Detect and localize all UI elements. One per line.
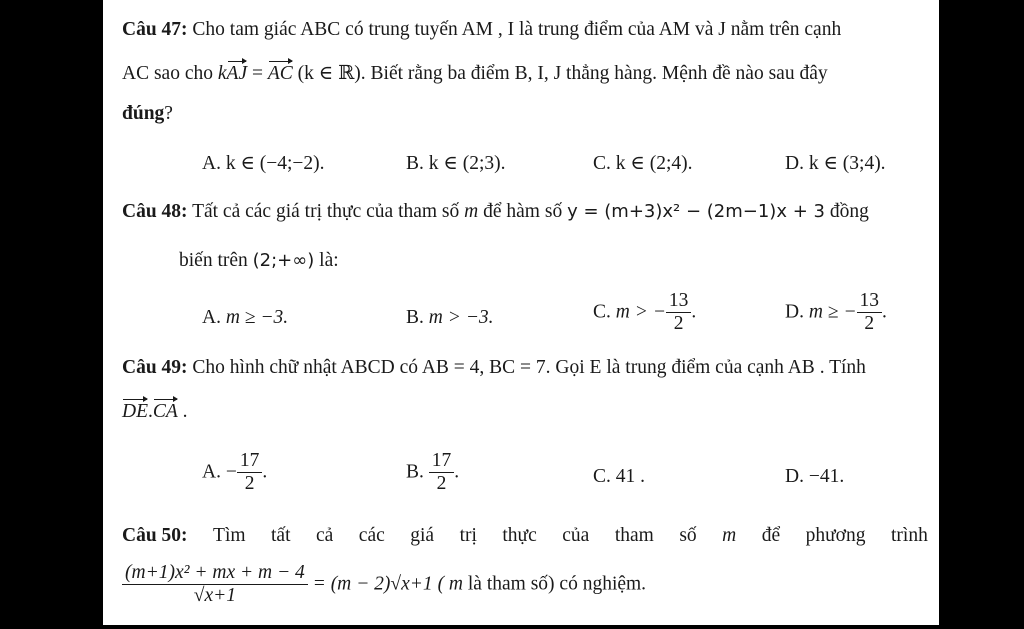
q48-option-c-post: . — [691, 301, 697, 323]
q48-option-c-fraction — [666, 290, 692, 336]
q48-label: Câu 48: — [122, 201, 188, 222]
q47-option-d-text: k ∈ (3;4). — [808, 153, 886, 174]
q47-label: Câu 47: — [122, 19, 188, 40]
q49-option-a-num: 17 — [237, 450, 263, 473]
q47-line-1 — [122, 18, 841, 42]
q50-word: cả — [316, 525, 334, 546]
q48-option-d-pre: m ≥ − — [808, 301, 857, 323]
q48-option-c-letter: C. — [593, 301, 611, 323]
q49-option-d-letter: D. — [785, 466, 804, 487]
q49-vector-de: DE — [122, 398, 148, 424]
q48-option-d-num: 13 — [857, 290, 883, 313]
q50-word: m — [722, 525, 737, 546]
q47-option-d-letter: D. — [785, 153, 804, 174]
q48-option-c-pre: m > − — [615, 301, 666, 323]
q49-vector-ca: CA — [153, 398, 178, 424]
q48-option-a-text: m ≥ −3. — [225, 307, 289, 328]
q50-word: giá — [410, 525, 435, 546]
q47-option-b-text: k ∈ (2;3). — [428, 153, 506, 174]
q50-word: phương — [805, 525, 866, 546]
q48-text-2b: là: — [319, 250, 339, 271]
q48-option-d — [785, 290, 887, 336]
q47-option-c — [593, 152, 692, 176]
q47-option-c-text: k ∈ (2;4). — [615, 153, 693, 174]
q48-line-2 — [179, 249, 339, 273]
q49-option-c-letter: C. — [593, 466, 611, 487]
q49-option-b-letter: B. — [406, 461, 424, 483]
q50-equation-denominator: √x+1 — [193, 585, 237, 607]
q49-option-c — [593, 465, 645, 489]
q49-option-b-fraction — [429, 450, 455, 496]
q49-option-a-pre: − — [225, 461, 237, 483]
q49-option-a-post: . — [262, 461, 268, 483]
q47-option-c-letter: C. — [593, 153, 611, 174]
q49-option-a-letter: A. — [202, 461, 221, 483]
q48-option-c-den: 2 — [673, 313, 684, 335]
q50-equation-rhs: = (m − 2)√x+1 — [312, 573, 433, 595]
q48-option-d-den: 2 — [864, 313, 875, 335]
q49-option-d-text: −41. — [808, 466, 845, 487]
q50-word: Tìm — [213, 525, 246, 546]
q50-tail-m: ( m — [437, 573, 464, 595]
q48-text-1b: để hàm số — [483, 201, 563, 222]
q48-option-b — [406, 306, 494, 330]
q50-word: thực — [502, 525, 537, 546]
q49-option-c-text: 41 . — [615, 466, 646, 487]
q50-word: số — [679, 525, 697, 546]
q48-text-2a: biến trên — [179, 250, 248, 271]
q50-word: để — [761, 525, 781, 546]
q50-word: trị — [459, 525, 477, 546]
q49-option-d — [785, 465, 844, 489]
q48-option-c-num: 13 — [666, 290, 692, 313]
q49-option-a — [202, 450, 267, 496]
q48-line-1 — [122, 200, 869, 224]
q47-text-3: đúng — [122, 103, 165, 124]
q50-equation-numerator: (m+1)x² + mx + m − 4 — [122, 562, 308, 585]
q47-option-d — [785, 152, 886, 176]
q50-line-1 — [122, 524, 928, 548]
q47-option-b — [406, 152, 505, 176]
q50-label: Câu 50: — [122, 525, 188, 546]
q49-label: Câu 49: — [122, 357, 188, 378]
q50-word: trình — [890, 525, 928, 546]
q50-word: của — [562, 525, 590, 546]
q49-option-b-post: . — [454, 461, 460, 483]
q47-vector-ac: AC — [268, 60, 293, 86]
q47-line-3 — [122, 102, 173, 126]
q48-formula: y = (m+3)x² − (2m−1)x + 3 — [567, 201, 825, 222]
q49-option-a-fraction — [237, 450, 263, 496]
q49-option-b — [406, 450, 459, 496]
q48-option-b-text: m > −3. — [428, 307, 494, 328]
q47-option-a — [202, 152, 325, 176]
q47-equals: = — [251, 63, 263, 84]
q47-condition: (k ∈ ℝ) — [297, 63, 361, 84]
q49-option-b-num: 17 — [429, 450, 455, 473]
q48-option-a — [202, 306, 288, 330]
q48-option-d-post: . — [882, 301, 887, 323]
q48-option-c — [593, 290, 696, 336]
q50-word: các — [358, 525, 385, 546]
q49-line-2 — [122, 398, 188, 424]
q47-text-2a: AC sao cho — [122, 63, 213, 84]
q49-text-1: Cho hình chữ nhật ABCD có AB = 4, BC = 7. Gọi E là trung điểm của cạnh AB . Tính — [192, 357, 866, 378]
q48-option-a-letter: A. — [202, 307, 221, 328]
q47-text-3q: ? — [164, 103, 173, 124]
q47-vector-aj: AJ — [227, 60, 248, 86]
q49-dot: . — [148, 401, 153, 422]
q47-k: k — [217, 63, 227, 84]
q48-text-1a: Tất cả các giá trị thực của tham số — [192, 201, 460, 222]
q50-word: tham — [614, 525, 654, 546]
q50-word: tất — [271, 525, 291, 546]
q48-option-d-fraction — [857, 290, 883, 336]
q50-equation-fraction — [122, 562, 308, 608]
q48-option-d-letter: D. — [785, 301, 804, 323]
q48-interval: (2;+∞) — [252, 250, 315, 271]
q48-option-b-letter: B. — [406, 307, 424, 328]
q50-line-2 — [122, 562, 646, 608]
q49-option-a-den: 2 — [244, 473, 255, 495]
q49-option-b-den: 2 — [436, 473, 447, 495]
q47-option-a-text: k ∈ (−4;−2). — [225, 153, 325, 174]
q49-line-1 — [122, 356, 866, 380]
q49-end: . — [182, 401, 188, 422]
q47-line-2 — [122, 60, 828, 86]
q47-text-1: Cho tam giác ABC có trung tuyến AM , I là trung điểm của AM và J nằm trên cạnh — [192, 19, 842, 40]
document-page — [103, 0, 939, 625]
q47-text-2b: . Biết rằng ba điểm B, I, J thẳng hàng. Mệnh đề nào sau đây — [360, 63, 828, 84]
q50-tail: là tham số) có nghiệm. — [467, 573, 647, 595]
q47-option-a-letter: A. — [202, 153, 221, 174]
q47-option-b-letter: B. — [406, 153, 424, 174]
q48-m: m — [464, 201, 479, 222]
q48-text-1c: đồng — [829, 201, 869, 222]
